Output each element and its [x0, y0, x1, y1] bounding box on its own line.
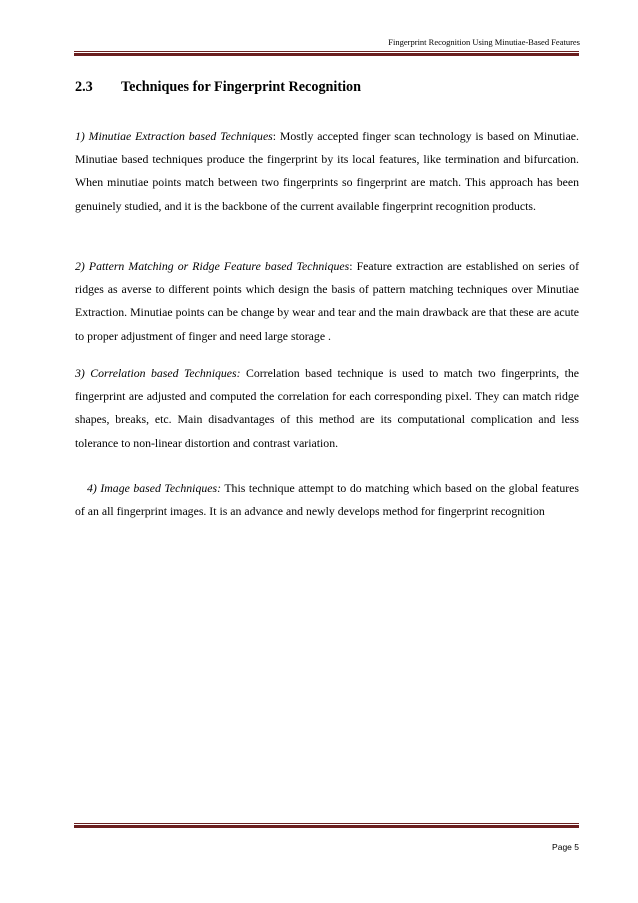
section-number: 2.3 [75, 79, 93, 95]
paragraph-text: Feature extraction are established on series of ridges as averse to different points which design the basis of pattern matching techniques over Minutiae Extraction. Minutiae points can be change by wear and tear and the main drawback are that these are acute to proper adjustment of finger and need large storage . [75, 259, 580, 343]
section-heading [75, 79, 361, 96]
paragraph-minutiae-extraction [75, 125, 579, 218]
header-rule-thick-line [74, 53, 579, 56]
paragraph-text: Mostly accepted finger scan technology is based on Minutiae. Minutiae based techniques produce the fingerprint by its local features, like termination and bifurcation. When minutiae points match between two fingerprints so fingerprint are match. This approach has been genuinely studied, and it is the backbone of the current available fingerprint recognition products. [75, 129, 579, 213]
paragraph-correlation [75, 362, 579, 455]
paragraph-text: This technique attempt to do matching which based on the global features of an all fingerprint images. It is an advance and newly develops method for fingerprint recognition [75, 481, 579, 519]
header-rule-thin-line [74, 51, 579, 52]
paragraph-separator: : [272, 129, 277, 143]
paragraph-text: Correlation based technique is used to match two fingerprints, the fingerprint are adjusted and computed the correlation for each corresponding pixel. They can match ridge shapes, breaks, etc. Main disadvantages of this method are its computational complication and less tolerance to non-linear distortion and contrast variation. [75, 366, 579, 450]
paragraph-label: 4) Image based Techniques: [87, 481, 222, 495]
page-number: Page 5 [552, 842, 579, 852]
paragraph-pattern-matching [75, 255, 579, 348]
footer-rule [74, 823, 579, 828]
section-title: Techniques for Fingerprint Recognition [121, 79, 362, 95]
footer-rule-thin-line [74, 823, 579, 824]
paragraph-image-based [75, 477, 579, 523]
paragraph-separator: : [349, 259, 353, 273]
running-header: Fingerprint Recognition Using Minutiae-Based Features [388, 37, 580, 47]
paragraph-label: 3) Correlation based Techniques: [75, 366, 241, 380]
paragraph-label: 1) Minutiae Extraction based Techniques [75, 129, 273, 143]
header-rule [74, 51, 579, 56]
footer-rule-thick-line [74, 825, 579, 828]
paragraph-label: 2) Pattern Matching or Ridge Feature based Techniques [75, 259, 350, 273]
